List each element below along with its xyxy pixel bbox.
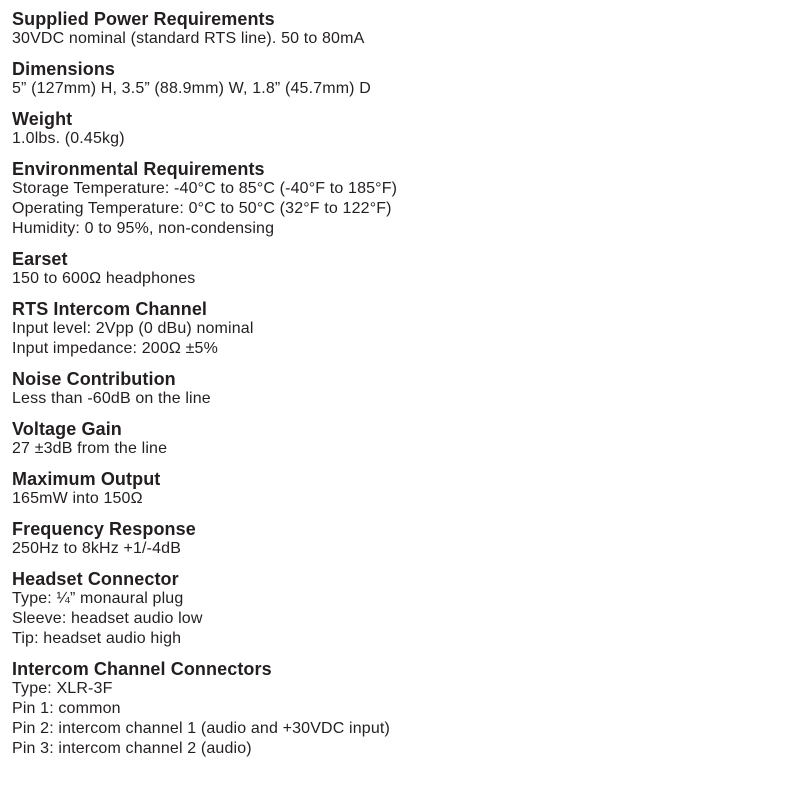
spec-line: Tip: headset audio high (12, 630, 182, 647)
spec-line: Pin 1: common (12, 700, 121, 717)
spec-line: 5” (127mm) H, 3.5” (88.9mm) W, 1.8” (45.7mm) D (12, 80, 371, 97)
spec-line: 30VDC nominal (standard RTS line). 50 to 80mA (12, 30, 365, 47)
spec-section-intercom-connectors (12, 659, 796, 759)
spec-line: Pin 2: intercom channel 1 (audio and +30VDC input) (12, 720, 390, 737)
spec-section-weight (12, 109, 796, 149)
spec-heading: Maximum Output (12, 469, 161, 489)
spec-line: Input impedance: 200Ω ±5% (12, 340, 218, 357)
spec-line: 165mW into 150Ω (12, 490, 143, 507)
spec-section-headset-connector (12, 569, 796, 649)
spec-heading: Earset (12, 249, 68, 269)
spec-line: Sleeve: headset audio low (12, 610, 203, 627)
spec-section-environmental (12, 159, 796, 239)
spec-heading: Supplied Power Requirements (12, 9, 275, 29)
spec-line: Pin 3: intercom channel 2 (audio) (12, 740, 252, 757)
spec-line: Type: XLR-3F (12, 680, 113, 697)
spec-heading: Environmental Requirements (12, 159, 265, 179)
spec-line: Type: ¼” monaural plug (12, 590, 184, 607)
spec-section-earset (12, 249, 796, 289)
spec-section-rts-intercom (12, 299, 796, 359)
spec-line: 250Hz to 8kHz +1/-4dB (12, 540, 182, 557)
spec-line: Humidity: 0 to 95%, non-condensing (12, 220, 275, 237)
spec-heading: Voltage Gain (12, 419, 122, 439)
spec-heading: Headset Connector (12, 569, 179, 589)
spec-section-voltage-gain (12, 419, 796, 459)
spec-heading: Noise Contribution (12, 369, 176, 389)
spec-heading: Frequency Response (12, 519, 196, 539)
spec-section-maximum-output (12, 469, 796, 509)
spec-line: 150 to 600Ω headphones (12, 270, 196, 287)
spec-section-noise (12, 369, 796, 409)
spec-line: Less than -60dB on the line (12, 390, 211, 407)
spec-heading: RTS Intercom Channel (12, 299, 208, 319)
spec-line: Input level: 2Vpp (0 dBu) nominal (12, 320, 254, 337)
spec-line: Operating Temperature: 0°C to 50°C (32°F to 122°F) (12, 200, 392, 217)
spec-section-supplied-power (12, 9, 796, 49)
spec-heading: Dimensions (12, 59, 116, 79)
spec-heading: Weight (12, 109, 73, 129)
spec-heading: Intercom Channel Connectors (12, 659, 272, 679)
spec-line: Storage Temperature: -40°C to 85°C (-40°F to 185°F) (12, 180, 398, 197)
spec-line: 1.0lbs. (0.45kg) (12, 130, 125, 147)
spec-section-frequency-response (12, 519, 796, 559)
spec-section-dimensions (12, 59, 796, 99)
spec-line: 27 ±3dB from the line (12, 440, 168, 457)
